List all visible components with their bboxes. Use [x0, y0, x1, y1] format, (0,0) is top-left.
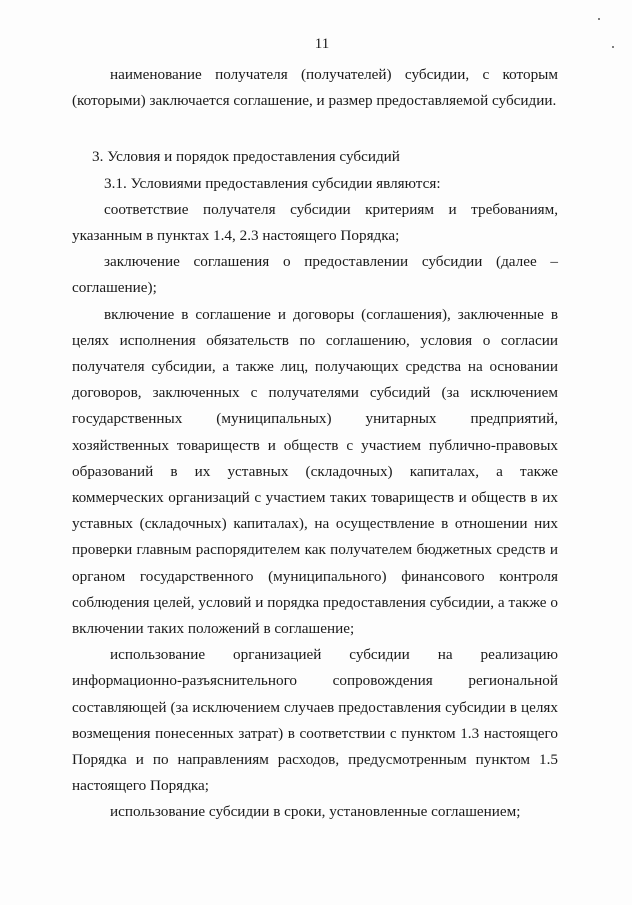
document-body — [72, 62, 558, 826]
paragraph-deadlines: использование субсидии в сроки, установленные соглашением; — [110, 803, 521, 821]
page-number: 11 — [314, 36, 330, 52]
paragraph-3-1: 3.1. Условиями предоставления субсидии являются: — [104, 174, 441, 192]
paragraph-use-of-subsidy: использование организацией субсидии на реализацию информационно-разъяснительного сопровождения региональной составляющей (за исключением случаев предоставления субсидии в целях возмещения понесенных затрат) в соответствии с пунктом 1.3 настоящего Порядка и по направлениям расходов, предусмотренным пунктом 1.5 настоящего Порядка; — [72, 646, 558, 795]
paragraph-recipient-name: наименование получателя (получателей) субсидии, с которым (которыми) заключается соглашение, и размер предоставляемой субсидии. — [72, 66, 558, 110]
paragraph-agreement: заключение соглашения о предоставлении субсидии (далее – соглашение); — [72, 253, 558, 297]
scan-speck — [598, 18, 600, 20]
section-heading: 3. Условия и порядок предоставления субсидий — [92, 148, 400, 166]
paragraph-criteria: соответствие получателя субсидии критериям и требованиям, указанным в пунктах 1.4, 2.3 настоящего Порядка; — [72, 200, 558, 245]
paragraph-inclusion-in-agreement: включение в соглашение и договоры (соглашения), заключенные в целях исполнения обязательств по соглашению, условия о согласии получателя субсидии, а также лиц, получающих средства на основании договоров, заключенных с получателями субсидий (за исключением государственных (муниципальных) унитарных предприятий, хозяйственных товариществ и обществ с участием публично-правовых образований в их уставных (складочных) капиталах, а также коммерческих организаций с участием таких товариществ и обществ в их уставных (складочных) капиталах), на осуществление в отношении них проверки главным распорядителем как получателем бюджетных средств и органом государственного (муниципального) финансового контроля соблюдения целей, условий и порядка предоставления субсидии, а также о включении таких положений в соглашение; — [72, 305, 558, 638]
